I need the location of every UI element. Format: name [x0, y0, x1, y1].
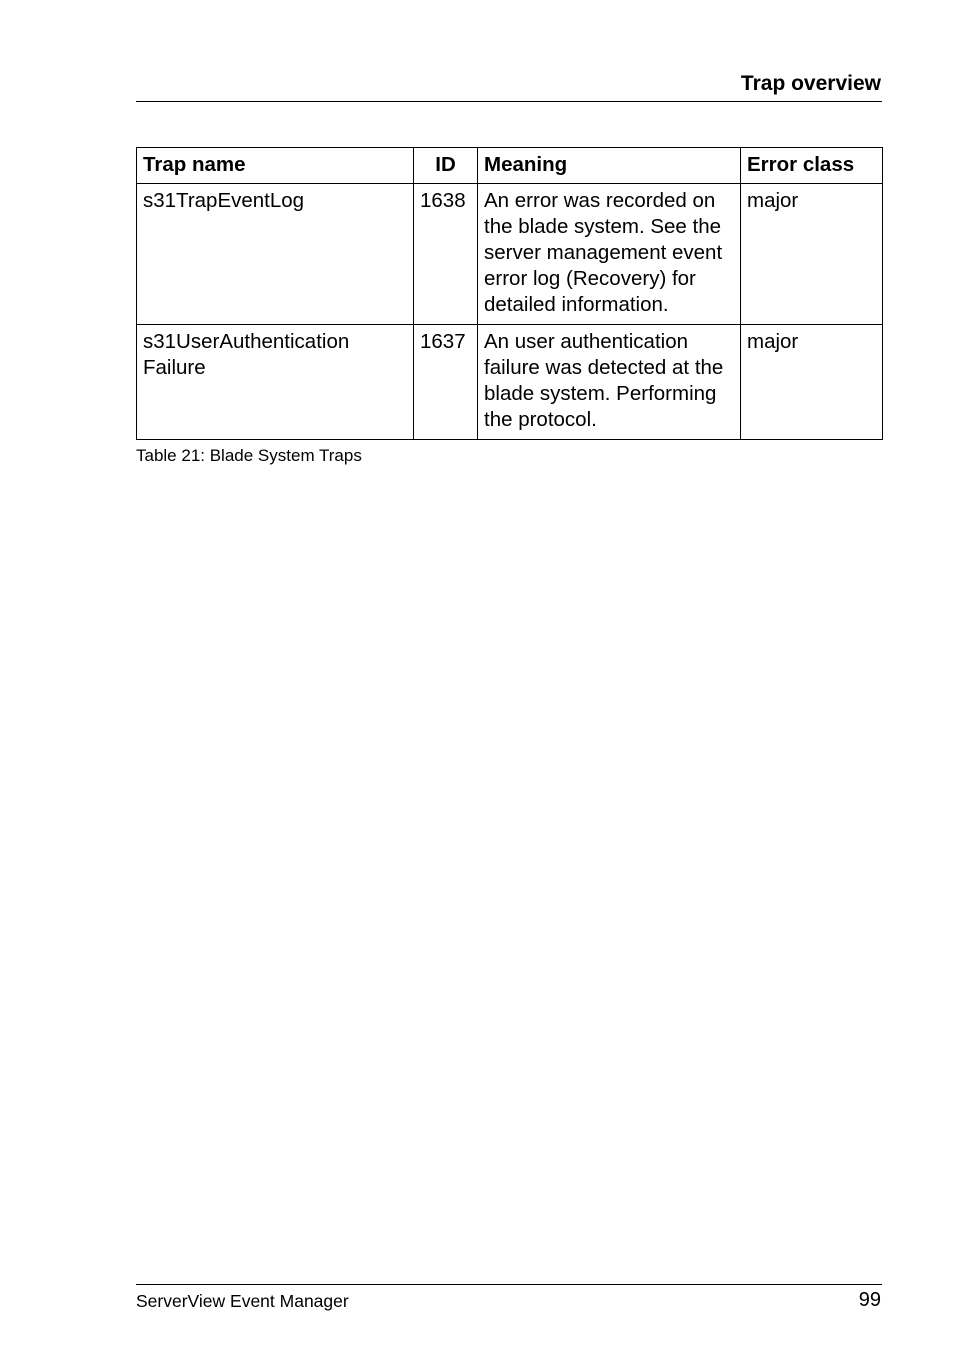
- footer-divider: [136, 1284, 882, 1285]
- header-divider: [136, 101, 882, 102]
- cell-meaning: An user authentication failure was detected at the blade system. Performing the protocol.: [478, 325, 741, 440]
- cell-id: 1638: [414, 184, 478, 325]
- table-row: [137, 325, 883, 440]
- cell-id: 1637: [414, 325, 478, 440]
- column-header-trap-name: Trap name: [137, 148, 414, 184]
- table-row: [137, 184, 883, 325]
- cell-trap-name: s31TrapEventLog: [137, 184, 414, 325]
- running-header-title: Trap overview: [740, 72, 881, 95]
- column-header-error-class: Error class: [741, 148, 883, 184]
- cell-meaning: An error was recorded on the blade system. See the server management event error log (Recovery) for detailed information.: [478, 184, 741, 325]
- table-caption: Table 21: Blade System Traps: [136, 446, 362, 465]
- table-header-row: [137, 148, 883, 184]
- cell-trap-name: s31UserAuthentication Failure: [137, 325, 414, 440]
- column-header-meaning: Meaning: [478, 148, 741, 184]
- column-header-id: ID: [414, 148, 478, 184]
- page-number: 99: [858, 1289, 881, 1311]
- cell-error-class: major: [741, 325, 883, 440]
- footer-document-title: ServerView Event Manager: [136, 1291, 349, 1311]
- blade-system-traps-table: [136, 147, 883, 440]
- cell-error-class: major: [741, 184, 883, 325]
